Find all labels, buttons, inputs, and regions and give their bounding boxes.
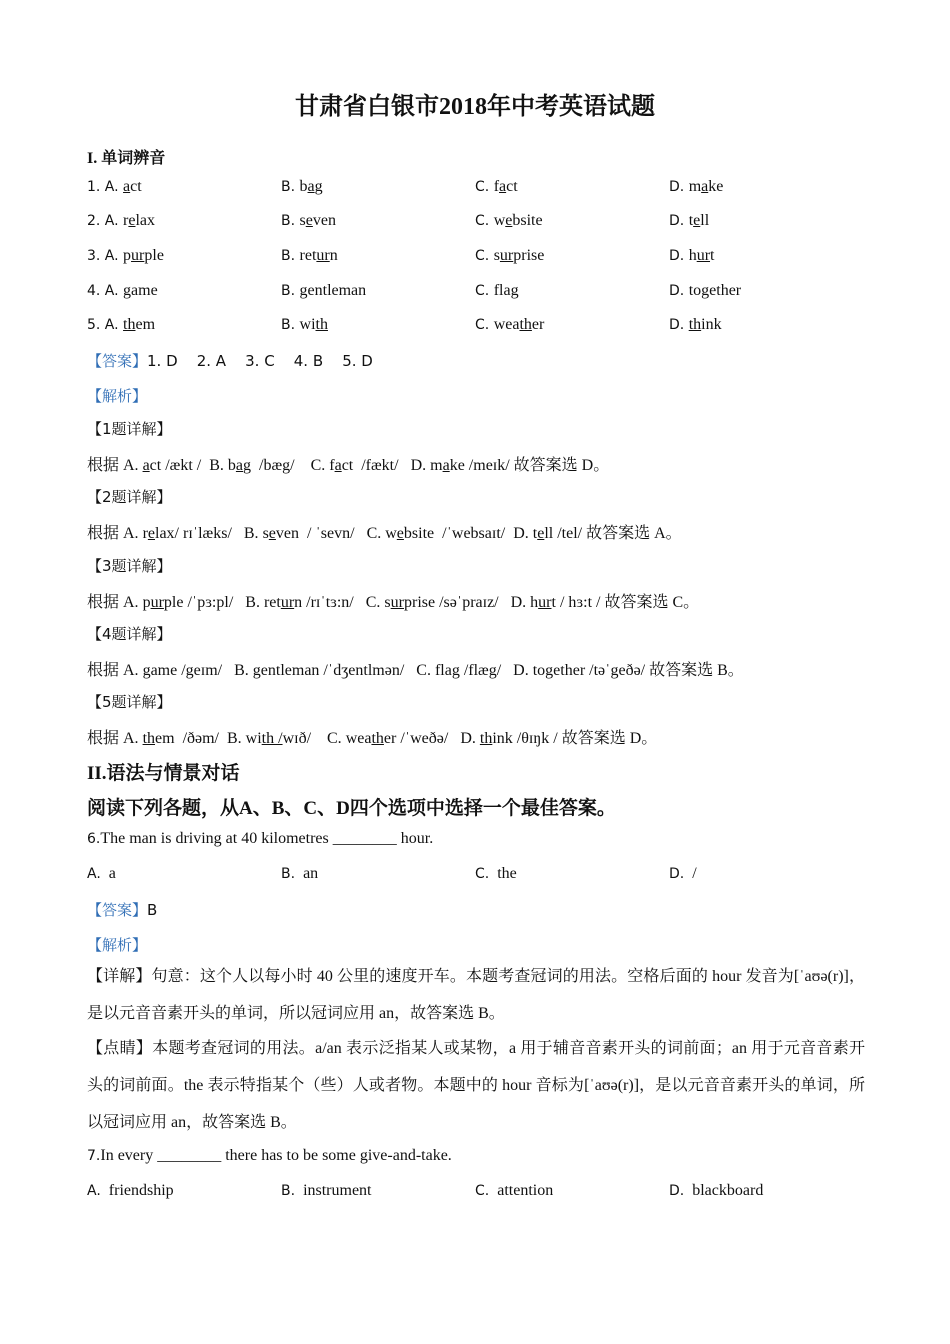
document-page: 甘肃省白银市2018年中考英语试题 I. 单词辨音 1. A. act B. bag C. fact D. make 2. A. relax B. seven C. website D. tell 3. A. purple B. return C. surprise D. hurt 4. A. game B. gentleman C. flag D. together 5. A. them B. with C. weather D. think 【答案】1. D 2. A 3. C 4. B 5. D 【解析】 【1题详解】 根据 A. act /ækt / B. bag /bæg/ C. fact /fækt/ D. make /meɪk/ 故答案选 D。 【2题详解】 根据 A. relax/ rɪˈlæks/ B. seven / ˈsevn/ C. website /ˈwebsaɪt/ D. tell /tel/ 故答案选 A。 【3题详解】 根据 A. purple /ˈpɜ:pl/ B. return /rɪˈtɜ:n/ C. surprise /səˈpraɪz/ D. hurt / hɜ:t / 故答案选 C。 【4题详解】 根据 A. game /geɪm/ B. gentleman /ˈdʒentlmən/ C. flag /flæg/ D. together /təˈgeðə/ 故答案选 B。 【5题详解】 根据 A. them /ðəm/ B. with /wɪð/ C. weather /ˈweðə/ D. think /θɪŋk / 故答案选 D。 II.语法与情景对话 阅读下列各题，从A、B、C、D四个选项中选择一个最佳答案。 6.The man is driving at 40 kilometres ________ hour. A. a B. an C. the D. / 【答案】B 【解析】 【详解】句意：这个人以每小时 40 公里的速度开车。本题考查冠词的用法。空格后面的 hour 发音为[ˈaʊə(r)]，是以元音音素开头的单词，所以冠词应用 an，故答案选 B。 【点睛】本题考查冠词的用法。a/an 表示泛指某人或某物，a 用于辅音音素开头的词前面；an 用于元音音素开头的词前面。the 表示特指某个（些）人或者物。本题中的 hour 音标为[ˈaʊə(r)]，是以元音音素开头的单词，所以冠词应用 an，故答案选 B。 7.In every ________ there has to be some give-and-take. A. friendship B. instrument C. attention D. blackboard bbox=[0, 0, 950, 1344]
question-number: 1. A. bbox=[87, 179, 124, 195]
detail-text-3: 根据 A. purple /ˈpɜ:pl/ B. return /rɪˈtɜ:n/ C. surprise /səˈpraɪz/ D. hurt / hɜ:t / 故答案选 C。 bbox=[87, 594, 700, 611]
question-6-stem: 6.The man is driving at 40 kilometres ________ hour. bbox=[87, 830, 434, 847]
analysis-label: 【解析】 bbox=[87, 387, 148, 405]
analysis-label-6: 【解析】 bbox=[87, 936, 148, 954]
detail-heading-1: 【1题详解】 bbox=[87, 420, 172, 438]
detail-heading-4: 【4题详解】 bbox=[87, 625, 172, 643]
option-d: D. blackboard bbox=[669, 1182, 764, 1199]
detail-heading-2: 【2题详解】 bbox=[87, 488, 172, 506]
tip-paragraph-6: 【点睛】本题考查冠词的用法。a/an 表示泛指某人或某物，a 用于辅音音素开头的词前面；an 用于元音音素开头的词前面。the 表示特指某个（些）人或者物。本题中的 hour 音标为[ˈaʊə(r)]，是以元音音素开头的单词，所以冠词应用 an，故答案选 B。 bbox=[87, 1040, 865, 1131]
option-b: B. instrument bbox=[281, 1182, 372, 1199]
document-title: 甘肃省白银市2018年中考英语试题 bbox=[295, 94, 655, 120]
answer-line-1: 【答案】1. D 2. A 3. C 4. B 5. D bbox=[87, 352, 373, 370]
option-d: D. / bbox=[669, 865, 697, 882]
option-b: B. an bbox=[281, 865, 319, 882]
detail-text-4: 根据 A. game /geɪm/ B. gentleman /ˈdʒentlmən/ C. flag /flæg/ D. together /təˈgeðə/ 故答案选 B。 bbox=[87, 662, 744, 679]
section-1-heading: I. 单词辨音 bbox=[87, 150, 166, 167]
detail-paragraph-6: 【详解】句意：这个人以每小时 40 公里的速度开车。本题考查冠词的用法。空格后面的 hour 发音为[ˈaʊə(r)]，是以元音音素开头的单词，所以冠词应用 an，故答案选 B。 bbox=[87, 968, 865, 1022]
answer-line-6: 【答案】B bbox=[87, 901, 158, 919]
option-a: A. friendship bbox=[87, 1182, 174, 1199]
section-2-instruction: 阅读下列各题，从A、B、C、D四个选项中选择一个最佳答案。 bbox=[87, 798, 616, 819]
question-7-stem: 7.In every ________ there has to be some give-and-take. bbox=[87, 1147, 452, 1164]
detail-heading-3: 【3题详解】 bbox=[87, 557, 172, 575]
detail-heading-5: 【5题详解】 bbox=[87, 693, 172, 711]
section-2-heading: II.语法与情景对话 bbox=[87, 763, 240, 784]
option-c: C. attention bbox=[475, 1182, 554, 1199]
option-a: A. a bbox=[87, 865, 116, 882]
option-c: C. the bbox=[475, 865, 517, 882]
detail-text-5: 根据 A. them /ðəm/ B. with /wɪð/ C. weather /ˈweðə/ D. think /θɪŋk / 故答案选 D。 bbox=[87, 730, 658, 747]
detail-text-2: 根据 A. relax/ rɪˈlæks/ B. seven / ˈsevn/ C. website /ˈwebsaɪt/ D. tell /tel/ 故答案选 A。 bbox=[87, 525, 682, 542]
detail-text-1: 根据 A. act /ækt / B. bag /bæg/ C. fact /fækt/ D. make /meɪk/ 故答案选 D。 bbox=[87, 457, 610, 474]
